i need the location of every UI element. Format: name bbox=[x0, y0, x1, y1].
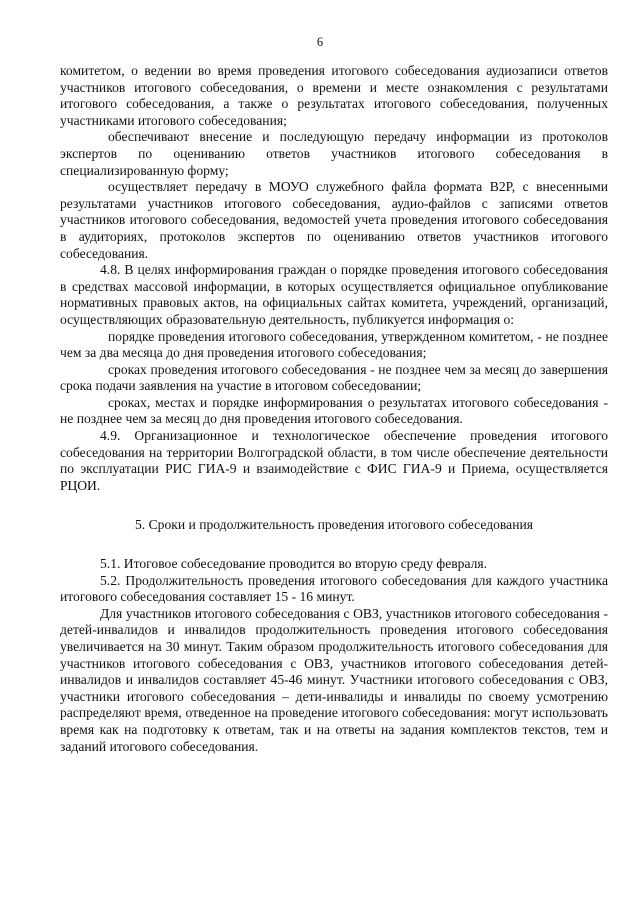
page-number: 6 bbox=[316, 35, 324, 49]
paragraph-b2p-transfer: осуществляет передачу в МОУО служебного файла формата B2P, с внесенными результатами участников итогового собеседования, аудио-файлов с записями ответов участников итогового собеседования, ведомостей учета проведения итогового собеседования в аудиториях, протоколов экспертов по оцениванию ответов участников итогового собеседования. bbox=[60, 179, 608, 261]
paragraph-ensure-transfer: обеспечивают внесение и последующую передачу информации из протоколов экспертов по оцениванию ответов участников итогового собеседования в специализированную форму; bbox=[60, 129, 608, 178]
paragraph-ovz-duration: Для участников итогового собеседования с ОВЗ, участников итогового собеседования - детей-инвалидов и инвалидов продолжительность проведения итогового собеседования увеличивается на 30 минут. Таким образом продолжительность итогового собеседования для участников итогового собеседования с ОВЗ, участников итогового собеседования детей-инвалидов и инвалидов составляет 45-46 минут. Участники итогового собеседования с ОВЗ, участники итогового собеседования – дети-инвалиды и инвалиды по своему усмотрению распределяют время, отведенное на проведение итогового собеседования: могут использовать время как на подготовку к ответам, так и на ответы на задания комплектов текстов, тем и заданий итогового собеседования. bbox=[60, 605, 608, 754]
paragraph-4-9: 4.9. Организационное и технологическое обеспечение проведения итогового собеседования на территории Волгоградской области, в том числе обеспечение деятельности по эксплуатации РИС ГИА-9 и взаимодействие с ФИС ГИА-9 и Приема, осуществляется РЦОИ. bbox=[60, 428, 608, 493]
paragraph-5-1: 5.1. Итоговое собеседование проводится во вторую среду февраля. bbox=[100, 556, 488, 572]
paragraph-committee-info: комитетом, о ведении во время проведения итогового собеседования аудиозаписи ответов участников итогового собеседования, о времени и месте ознакомления с результатами итогового собеседования, а также о результатах итогового собеседования, полученных участниками итогового собеседования; bbox=[60, 63, 608, 128]
paragraph-5-2: 5.2. Продолжительность проведения итогового собеседования для каждого участника итогового собеседования составляет 15 - 16 минут. bbox=[60, 572, 608, 605]
paragraph-4-8: 4.8. В целях информирования граждан о порядке проведения итогового собеседования в средствах массовой информации, в которых осуществляется официальное опубликование нормативных правовых актов, на официальных сайтах комитета, учреждений, организаций, осуществляющих образовательную деятельность, публикуется информация о: bbox=[60, 262, 608, 327]
section-heading: 5. Сроки и продолжительность проведения итогового собеседования bbox=[134, 517, 534, 533]
document-body bbox=[60, 63, 608, 755]
paragraph-results-info: сроках, местах и порядке информирования о результатах итогового собеседования - не позднее чем за месяц до дня проведения итогового собеседования. bbox=[60, 394, 608, 427]
paragraph-deadlines: сроках проведения итогового собеседования - не позднее чем за месяц до завершения срока подачи заявления на участие в итоговом собеседовании; bbox=[60, 361, 608, 394]
paragraph-procedure: порядке проведения итогового собеседования, утвержденном комитетом, - не позднее чем за два месяца до дня проведения итогового собеседования; bbox=[60, 328, 608, 361]
